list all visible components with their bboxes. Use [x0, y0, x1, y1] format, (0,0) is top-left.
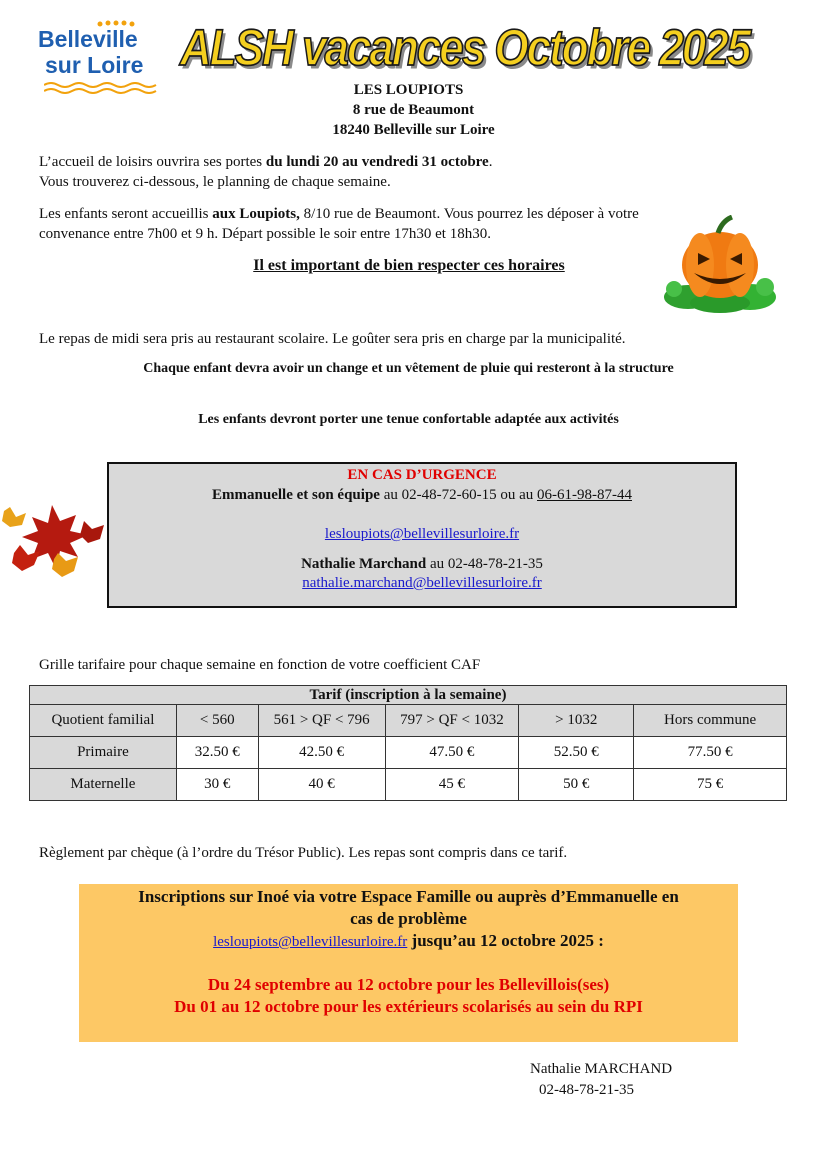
- registration-email-link[interactable]: lesloupiots@bellevillesurloire.fr: [213, 934, 408, 950]
- table-cell: 45 €: [385, 769, 519, 801]
- director-name: Nathalie Marchand: [301, 556, 427, 572]
- table-header-cell: > 1032: [519, 705, 634, 737]
- table-cell: 40 €: [258, 769, 385, 801]
- intro-text: 8/10 rue de Beaumont. Vous pourrez les déposer à votre: [299, 206, 639, 222]
- tariff-table: [29, 685, 787, 801]
- registration-line-1: Inscriptions sur Inoé via votre Espace Famille ou auprès d’Emmanuelle en: [138, 887, 679, 906]
- emergency-mobile[interactable]: 06-61-98-87-44: [537, 487, 632, 503]
- meals-note: Le repas de midi sera pris au restaurant scolaire. Le goûter sera pris en charge par la municipalité.: [39, 331, 626, 347]
- table-cell: 32.50 €: [176, 737, 258, 769]
- page-title: [180, 20, 750, 82]
- table-cell: 47.50 €: [385, 737, 519, 769]
- table-row-label: Primaire: [30, 737, 177, 769]
- intro-text: L’accueil de loisirs ouvrira ses portes: [39, 154, 266, 170]
- table-cell: 42.50 €: [258, 737, 385, 769]
- emergency-phone-text: au 02-48-72-60-15 ou au: [379, 487, 537, 503]
- emergency-team-name: Emmanuelle et son équipe: [212, 487, 380, 503]
- centre-city: 18240 Belleville sur Loire: [332, 122, 495, 138]
- emergency-email-row: [109, 526, 735, 543]
- emergency-contact-box: [107, 462, 737, 608]
- emergency-line-2: [109, 556, 735, 573]
- outfit-note: Les enfants devront porter une tenue confortable adaptée aux activités: [198, 412, 619, 427]
- intro-dates: du lundi 20 au vendredi 31 octobre: [265, 154, 489, 170]
- table-header-cell: 561 > QF < 796: [258, 705, 385, 737]
- director-phone: au 02-48-78-21-35: [426, 556, 543, 572]
- table-header-cell: < 560: [176, 705, 258, 737]
- emergency-line-1: [109, 487, 735, 504]
- table-header-cell: Quotient familial: [30, 705, 177, 737]
- registration-period-external: Du 01 au 12 octobre pour les extérieurs scolarisés au sein du RPI: [174, 997, 643, 1016]
- registration-deadline: jusqu’au 12 octobre 2025 :: [407, 931, 604, 950]
- logo-line2: sur Loire: [45, 52, 144, 78]
- table-row: [30, 737, 787, 769]
- signature-name: Nathalie MARCHAND: [530, 1061, 673, 1077]
- table-cell: 52.50 €: [519, 737, 634, 769]
- autumn-leaves-icon: [0, 495, 110, 585]
- director-email-link[interactable]: nathalie.marchand@bellevillesurloire.fr: [302, 575, 542, 591]
- logo-line1: Belleville: [38, 26, 138, 52]
- page-title-text: ALSH vacances Octobre 2025: [180, 20, 750, 77]
- table-caption: Tarif (inscription à la semaine): [30, 686, 787, 705]
- intro-paragraph-2: [39, 204, 739, 244]
- table-cell: 30 €: [176, 769, 258, 801]
- intro-paragraph-1: [39, 152, 739, 192]
- table-row-label: Maternelle: [30, 769, 177, 801]
- intro-text: Les enfants seront accueillis: [39, 206, 213, 222]
- signature-phone: 02-48-78-21-35: [539, 1082, 634, 1098]
- table-header-row: [30, 705, 787, 737]
- intro-location: aux Loupiots,: [212, 206, 300, 222]
- centre-name: LES LOUPIOTS: [353, 82, 464, 98]
- table-cell: 77.50 €: [634, 737, 787, 769]
- registration-box: [79, 884, 738, 1042]
- registration-line-2: cas de problème: [350, 909, 467, 928]
- table-row: [30, 769, 787, 801]
- registration-line-3: [79, 931, 738, 951]
- important-heading: Il est important de bien respecter ces horaires: [253, 257, 565, 274]
- emergency-email-link[interactable]: lesloupiots@bellevillesurloire.fr: [324, 526, 520, 542]
- change-note: Chaque enfant devra avoir un change et un vêtement de pluie qui resteront à la structure: [143, 361, 674, 376]
- table-header-cell: Hors commune: [634, 705, 787, 737]
- table-header-cell: 797 > QF < 1032: [385, 705, 519, 737]
- centre-street: 8 rue de Beaumont: [352, 102, 475, 118]
- emergency-title: EN CAS D’URGENCE: [347, 467, 497, 483]
- intro-text: convenance entre 7h00 et 9 h. Départ possible le soir entre 17h30 et 18h30.: [39, 226, 491, 242]
- intro-text: Vous trouverez ci-dessous, le planning de chaque semaine.: [39, 174, 391, 190]
- registration-period-local: Du 24 septembre au 12 octobre pour les Bellevillois(ses): [207, 975, 610, 994]
- intro-text: .: [488, 154, 493, 170]
- payment-note: Règlement par chèque (à l’ordre du Trésor Public). Les repas sont compris dans ce tarif.: [39, 845, 568, 861]
- table-cell: 75 €: [634, 769, 787, 801]
- tariff-grid-intro: Grille tarifaire pour chaque semaine en fonction de votre coefficient CAF: [39, 657, 481, 673]
- director-email-row: [109, 575, 735, 592]
- table-cell: 50 €: [519, 769, 634, 801]
- pumpkin-icon: [660, 215, 780, 315]
